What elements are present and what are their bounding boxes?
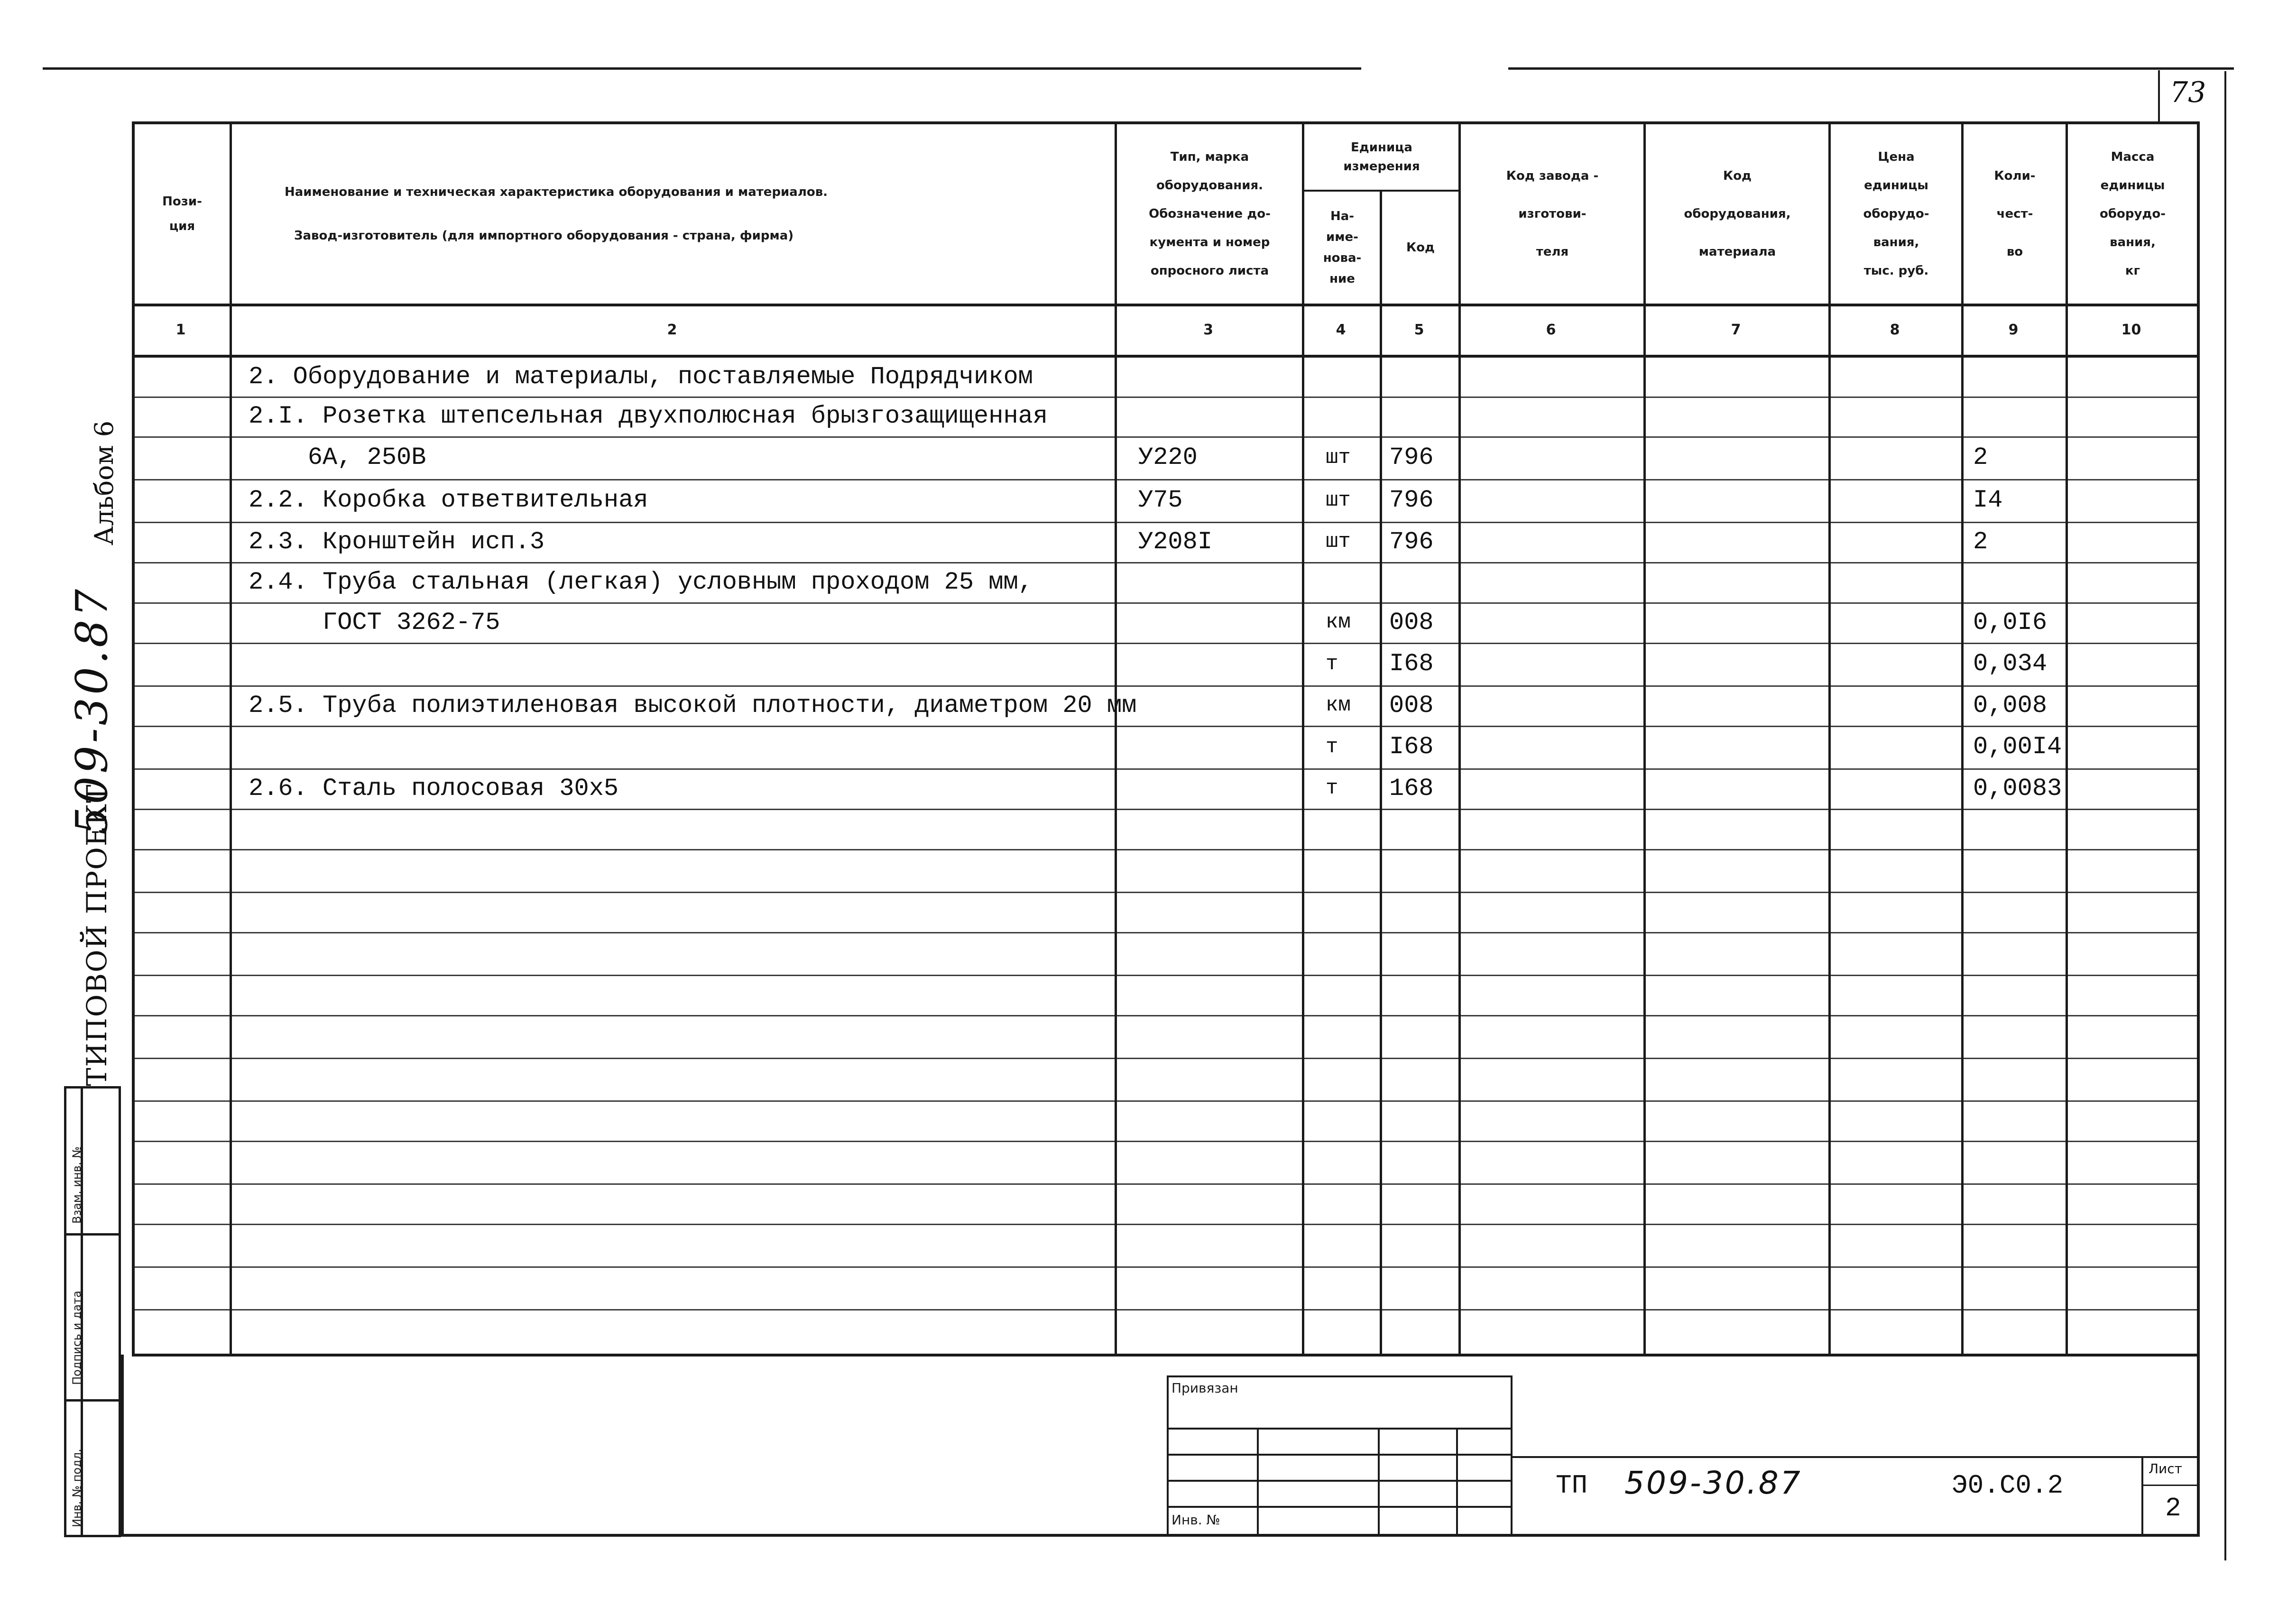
row-name: 2.6. Сталь полосовая 30х5 bbox=[249, 775, 619, 803]
row-line bbox=[132, 1183, 2200, 1185]
row-name: ГОСТ 3262-75 bbox=[249, 609, 500, 637]
row-unit-code: 796 bbox=[1389, 443, 1434, 471]
header-mass: Масса единицы оборудо- вания, кг bbox=[2099, 150, 2166, 278]
row-name: 2. Оборудование и материалы, поставляемые Подрядчиком bbox=[249, 363, 1033, 391]
project-label: ТИПОВОЙ ПРОЕКТ bbox=[81, 784, 113, 1086]
column-number: 7 bbox=[1731, 322, 1741, 338]
row-unit-code: 008 bbox=[1389, 609, 1434, 637]
header-unit-code: Код bbox=[1406, 240, 1435, 255]
linked-label: Привязан bbox=[1171, 1380, 1238, 1396]
column-number: 8 bbox=[1890, 322, 1900, 338]
row-unit-code: 796 bbox=[1389, 528, 1434, 556]
row-line bbox=[132, 1058, 2200, 1059]
stamp-replacement-inv: Взам. инв. № bbox=[70, 1146, 83, 1224]
row-type: У75 bbox=[1138, 486, 1183, 514]
row-quantity: 0,008 bbox=[1973, 692, 2048, 720]
inv-number-label: Инв. № bbox=[1171, 1512, 1220, 1528]
header-quantity: Коли- чест- во bbox=[1994, 169, 2036, 259]
row-line bbox=[132, 1309, 2200, 1310]
column-number: 1 bbox=[175, 322, 186, 338]
column-number: 10 bbox=[2121, 322, 2141, 338]
stamp-original-inv: Инв. № подл. bbox=[70, 1449, 83, 1527]
sheet-number: 2 bbox=[2165, 1493, 2181, 1523]
project-number-side: 509-30.87 bbox=[66, 586, 117, 835]
top-edge-line bbox=[43, 67, 1361, 70]
row-line bbox=[132, 643, 2200, 644]
row-name: 2.5. Труба полиэтиленовая высокой плотности, диаметром 20 мм bbox=[249, 692, 1137, 720]
column-number: 4 bbox=[1336, 322, 1346, 338]
row-line bbox=[132, 1224, 2200, 1225]
row-line bbox=[132, 849, 2200, 850]
row-unit-code: 168 bbox=[1389, 775, 1434, 803]
row-unit: км bbox=[1326, 610, 1351, 634]
row-line bbox=[132, 1015, 2200, 1016]
row-line bbox=[132, 809, 2200, 810]
row-unit-code: I68 bbox=[1389, 733, 1434, 761]
header-price: Цена единицы оборудо- вания, тыс. руб. bbox=[1863, 150, 1929, 278]
tp-number: 509-30.87 bbox=[1624, 1465, 1802, 1501]
row-line bbox=[132, 726, 2200, 727]
row-line bbox=[132, 892, 2200, 893]
row-unit: т bbox=[1326, 735, 1338, 759]
row-line bbox=[132, 932, 2200, 933]
tp-label: ТП bbox=[1556, 1470, 1588, 1501]
header-position: Пози- ция bbox=[162, 194, 202, 233]
row-quantity: 0,0I6 bbox=[1973, 609, 2048, 637]
row-unit: шт bbox=[1326, 489, 1351, 512]
row-type: У208I bbox=[1138, 528, 1213, 556]
row-unit: шт bbox=[1326, 530, 1351, 554]
row-name: 2.I. Розетка штепсельная двухполюсная брызгозащищенная bbox=[249, 402, 1048, 430]
stamp-signature-date: Подпись и дата bbox=[70, 1291, 83, 1385]
header-factory-code: Код завода - изготови- теля bbox=[1506, 169, 1599, 259]
top-edge-line-right bbox=[1508, 67, 2234, 70]
row-unit-code: 008 bbox=[1389, 692, 1434, 720]
column-number: 9 bbox=[2008, 322, 2019, 338]
column-number: 3 bbox=[1203, 322, 1213, 338]
row-quantity: 0,034 bbox=[1973, 650, 2048, 678]
row-name: 2.3. Кронштейн исп.3 bbox=[249, 528, 545, 556]
document-code: Э0.С0.2 bbox=[1952, 1470, 2064, 1501]
row-line bbox=[132, 1100, 2200, 1102]
row-quantity: 2 bbox=[1973, 528, 1988, 556]
row-unit: шт bbox=[1326, 446, 1351, 470]
column-number: 6 bbox=[1546, 322, 1556, 338]
row-line bbox=[132, 975, 2200, 976]
sheet-label: Лист bbox=[2149, 1461, 2182, 1476]
column-number: 2 bbox=[667, 322, 677, 338]
header-unit: Единица измерения bbox=[1343, 140, 1420, 174]
row-line bbox=[132, 1141, 2200, 1142]
row-quantity: 0,0083 bbox=[1973, 775, 2062, 803]
row-quantity: I4 bbox=[1973, 486, 2003, 514]
row-quantity: 2 bbox=[1973, 443, 1988, 471]
album-label: Альбом 6 bbox=[89, 420, 119, 545]
header-name-line2: Завод-изготовитель (для импортного оборудования - страна, фирма) bbox=[294, 229, 794, 243]
header-name bbox=[232, 124, 1115, 304]
header-name-line1: Наименование и техническая характеристика оборудования и материалов. bbox=[285, 185, 828, 199]
row-quantity: 0,00I4 bbox=[1973, 733, 2062, 761]
row-name: 2.2. Коробка ответвительная bbox=[249, 486, 648, 514]
row-type: У220 bbox=[1138, 443, 1198, 471]
header-type: Тип, марка оборудования. Обозначение до- кумента и номер опросного листа bbox=[1149, 150, 1271, 278]
column-number: 5 bbox=[1414, 322, 1424, 338]
row-unit: т bbox=[1326, 652, 1338, 676]
row-unit-code: I68 bbox=[1389, 650, 1434, 678]
page-number: 73 bbox=[2170, 76, 2206, 109]
row-unit: км bbox=[1326, 693, 1351, 717]
row-line bbox=[132, 1266, 2200, 1268]
row-unit-code: 796 bbox=[1389, 486, 1434, 514]
row-name: 2.4. Труба стальная (легкая) условным проходом 25 мм, bbox=[249, 568, 1033, 596]
header-equipment-code: Код оборудования, материала bbox=[1684, 169, 1791, 259]
column-line bbox=[1380, 192, 1382, 1354]
row-unit: т bbox=[1326, 776, 1338, 800]
row-name: 6А, 250В bbox=[249, 443, 426, 471]
header-unit-name: На- име- нова- ние bbox=[1323, 209, 1362, 286]
